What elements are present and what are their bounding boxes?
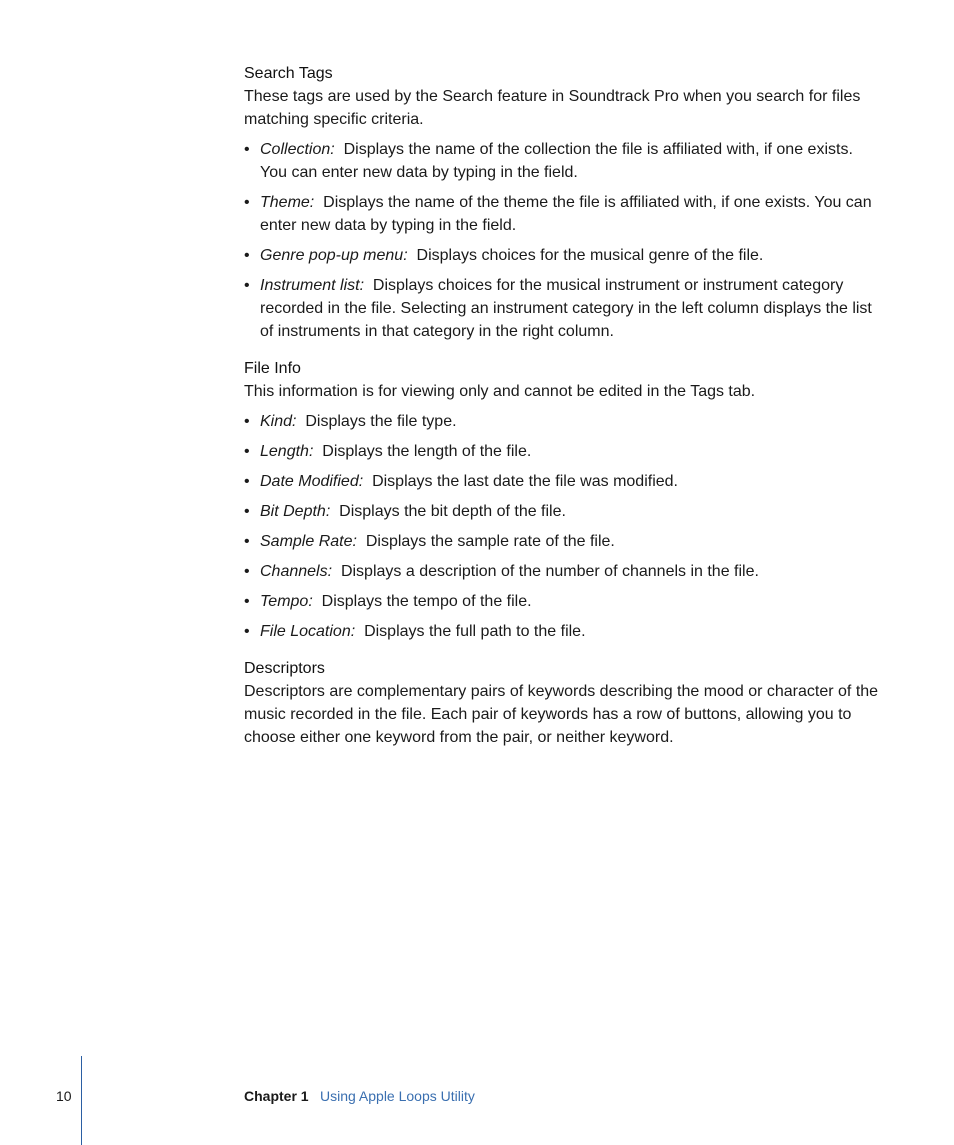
page-number: 10: [56, 1088, 72, 1104]
item-text: Displays the tempo of the file.: [321, 593, 532, 610]
item-text: Displays the bit depth of the file.: [339, 503, 566, 520]
bullet-icon: •: [244, 503, 250, 520]
section-search-tags: [244, 62, 884, 343]
bullet-icon: •: [244, 593, 250, 610]
item-text: Displays the name of the theme the file is affiliated with, if one exists. You can enter new data by typing in the field.: [260, 194, 872, 234]
item-term: File Location:: [260, 623, 356, 640]
list-item: [244, 440, 884, 463]
item-text: Displays choices for the musical instrument or instrument category recorded in the file. Selecting an instrument category in the left column displays the list of instruments in that category in the right column.: [260, 277, 872, 340]
item-term: Channels:: [260, 563, 333, 580]
bullet-icon: •: [244, 623, 250, 640]
bullet-icon: •: [244, 443, 250, 460]
item-term: Genre pop-up menu:: [260, 247, 408, 264]
list-item: [244, 244, 884, 267]
chapter-title-link[interactable]: Using Apple Loops Utility: [320, 1088, 475, 1104]
bullet-icon: •: [244, 413, 250, 430]
list-item: [244, 530, 884, 553]
list-item: [244, 191, 884, 237]
item-text: Displays the length of the file.: [322, 443, 532, 460]
item-text: Displays the sample rate of the file.: [365, 533, 615, 550]
item-term: Date Modified:: [260, 473, 364, 490]
item-term: Tempo:: [260, 593, 313, 610]
item-term: Sample Rate:: [260, 533, 357, 550]
item-text: Displays the last date the file was modified.: [372, 473, 678, 490]
bullet-icon: •: [244, 247, 250, 264]
list-item: [244, 590, 884, 613]
item-term: Instrument list:: [260, 277, 365, 294]
footer-divider: [81, 1056, 82, 1145]
section-heading: Descriptors: [244, 660, 325, 677]
page-content: [244, 62, 884, 763]
item-text: Displays a description of the number of channels in the file.: [340, 563, 759, 580]
bullet-icon: •: [244, 563, 250, 580]
item-text: Displays the name of the collection the file is affiliated with, if one exists. You can enter new data by typing in the field.: [260, 141, 853, 181]
item-text: Displays the full path to the file.: [364, 623, 586, 640]
section-file-info: [244, 357, 884, 643]
section-heading: File Info: [244, 360, 301, 377]
bullet-list: [244, 138, 884, 343]
item-term: Bit Depth:: [260, 503, 331, 520]
list-item: [244, 274, 884, 343]
section-intro: These tags are used by the Search feature in Soundtrack Pro when you search for files matching specific criteria.: [244, 88, 861, 128]
list-item: [244, 560, 884, 583]
list-item: [244, 470, 884, 493]
chapter-label: Chapter 1: [244, 1088, 309, 1104]
list-item: [244, 410, 884, 433]
bullet-list: [244, 410, 884, 643]
section-descriptors: [244, 657, 884, 749]
bullet-icon: •: [244, 141, 250, 158]
item-term: Kind:: [260, 413, 297, 430]
section-intro: Descriptors are complementary pairs of keywords describing the mood or character of the music recorded in the file. Each pair of keywords has a row of buttons, allowing you to choose either one keyword from the pair, or neither keyword.: [244, 683, 879, 746]
item-term: Theme:: [260, 194, 315, 211]
item-text: Displays choices for the musical genre of the file.: [416, 247, 764, 264]
bullet-icon: •: [244, 473, 250, 490]
section-heading: Search Tags: [244, 65, 333, 82]
section-intro: This information is for viewing only and cannot be edited in the Tags tab.: [244, 383, 756, 400]
page-footer: [0, 1084, 954, 1108]
bullet-icon: •: [244, 533, 250, 550]
list-item: [244, 500, 884, 523]
item-term: Length:: [260, 443, 314, 460]
bullet-icon: •: [244, 194, 250, 211]
item-term: Collection:: [260, 141, 335, 158]
list-item: [244, 620, 884, 643]
list-item: [244, 138, 884, 184]
bullet-icon: •: [244, 277, 250, 294]
item-text: Displays the file type.: [305, 413, 457, 430]
